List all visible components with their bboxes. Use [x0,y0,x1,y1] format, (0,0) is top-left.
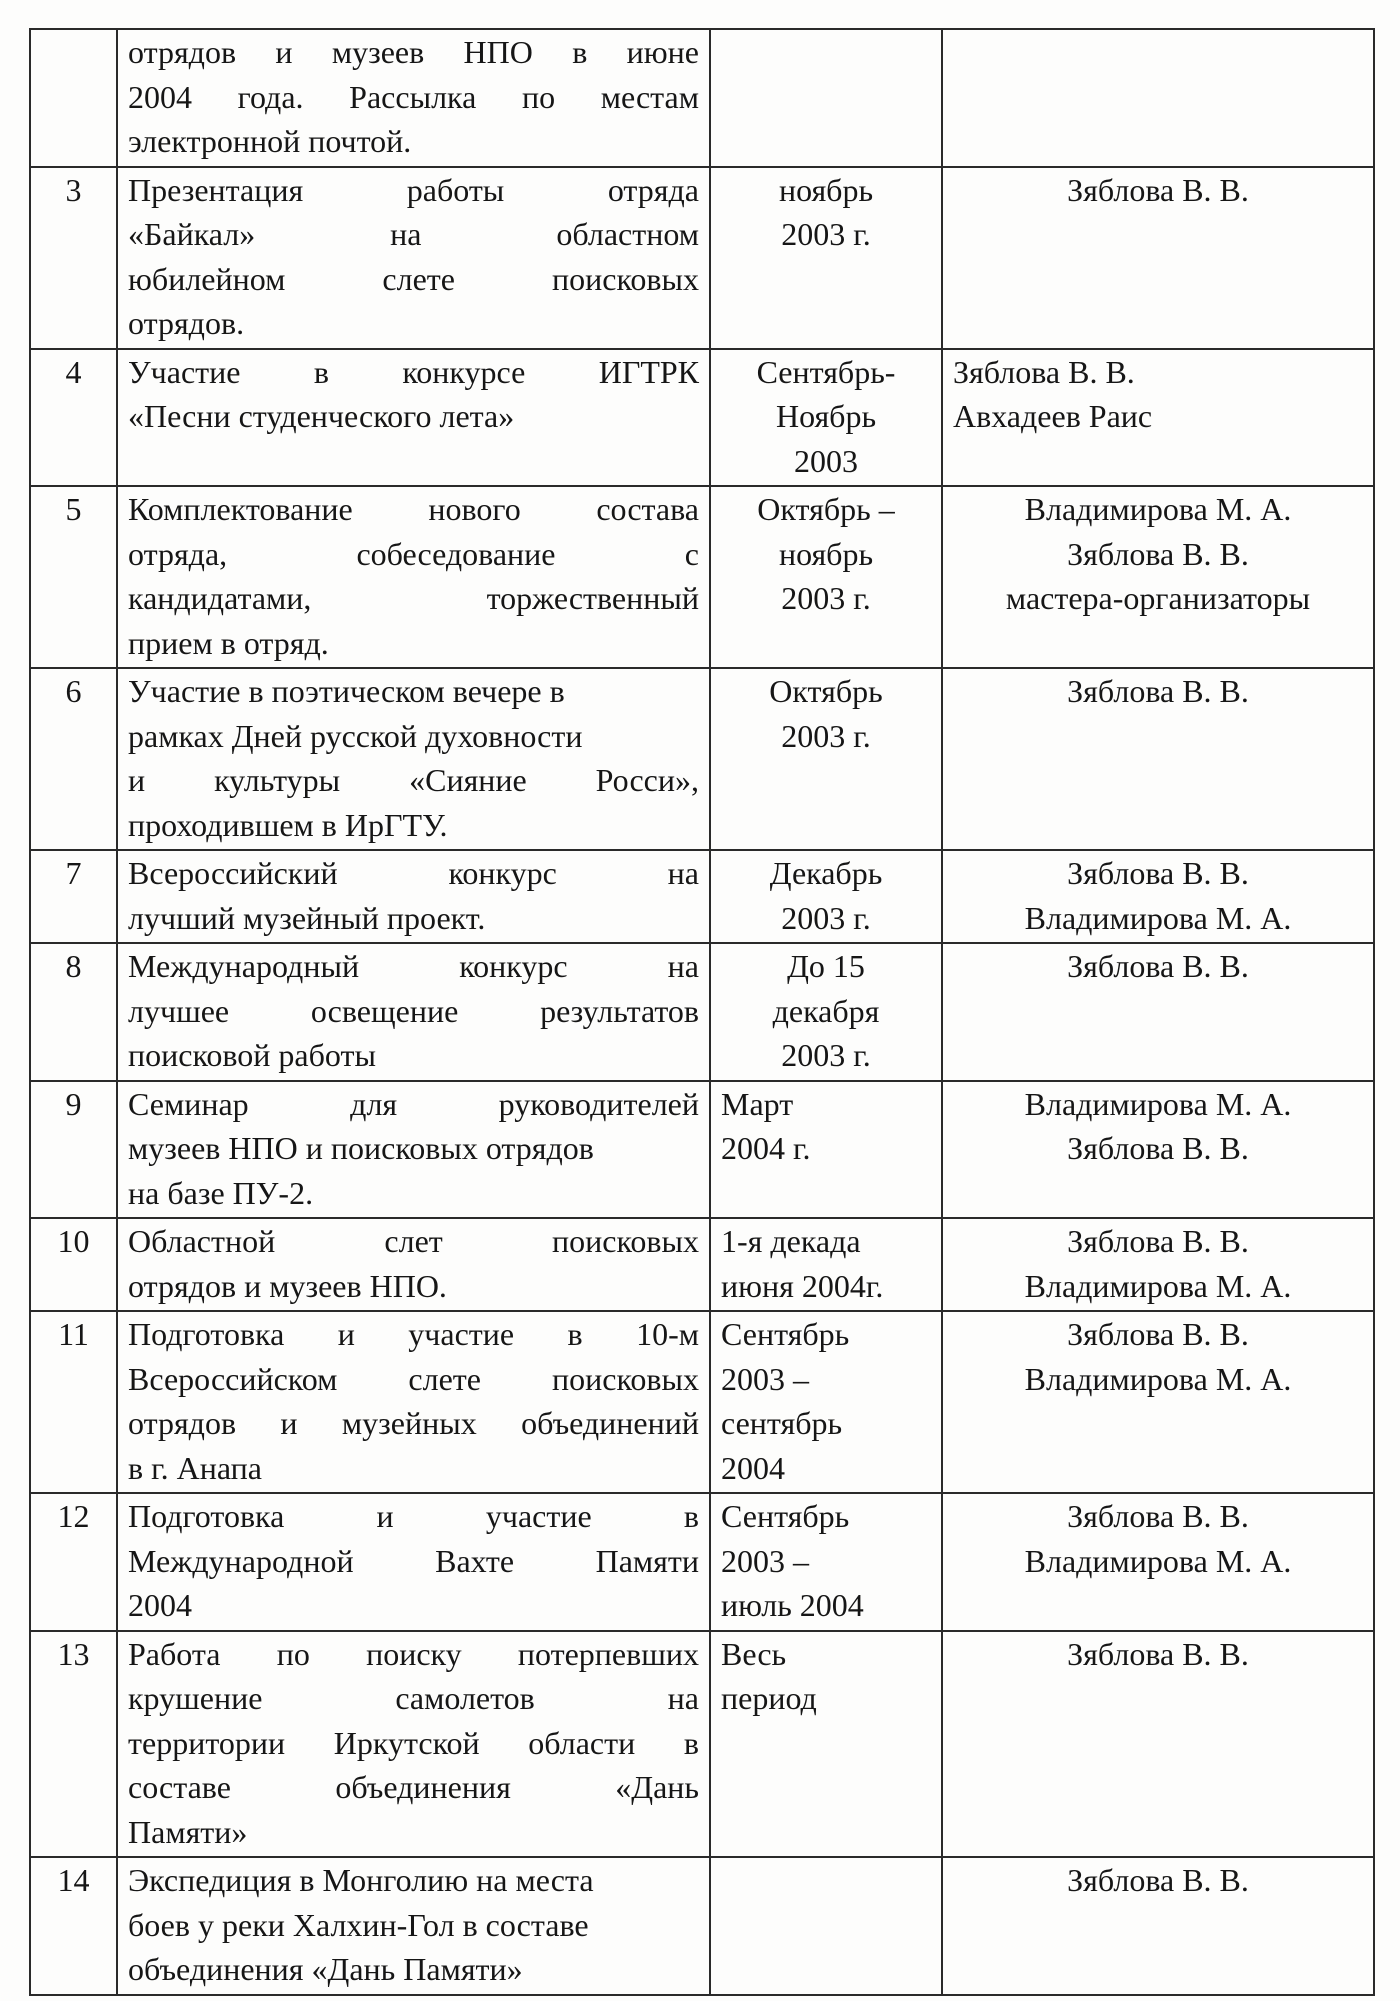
event-description [117,1218,710,1311]
responsible-persons [942,1218,1374,1311]
date-line: 2003 – [721,1542,809,1579]
responsible-persons [942,1631,1374,1858]
responsible-line: Владимирова М. А. [1024,1542,1292,1579]
event-line: музеев НПО и поисковых отрядов [128,1130,594,1166]
responsible-persons [942,1081,1374,1219]
event-line: Подготовка и участие в [128,1498,699,1534]
responsible-persons [942,1493,1374,1631]
event-line: проходившем в ИрГТУ. [128,806,448,843]
event-description [117,943,710,1081]
table-row [30,850,1374,943]
responsible-line: Зяблова В. В. [1067,948,1249,984]
event-date [710,1631,942,1858]
date-line: 2004 г. [721,1130,811,1166]
date-line: Сентябрь- [756,353,896,390]
event-date [710,349,942,487]
event-date [710,167,942,349]
event-line: Семинар для руководителей [128,1085,699,1122]
event-line: Международный конкурс на [128,948,699,984]
event-line: лучшее освещение результатов [128,992,699,1029]
responsible-persons [942,349,1374,487]
event-line: рамках Дней русской духовности [128,717,583,754]
date-line: Сентябрь [721,1498,850,1534]
event-line: Работа по поиску потерпевших [128,1635,699,1672]
date-line: ноябрь [778,535,874,572]
event-line: отрядов и музеев НПО. [128,1267,447,1304]
event-date [710,1218,942,1311]
row-number: 13 [30,1631,117,1858]
row-number: 10 [30,1218,117,1311]
event-line: составе объединения «Дань [128,1769,699,1805]
event-line: Всероссийский конкурс на [128,855,699,891]
responsible-line: Владимирова М. А. [1024,1267,1292,1304]
event-line: Памяти» [128,1813,248,1850]
event-line: в г. Анапа [128,1449,262,1486]
event-line: кандидатами, торжественный [128,580,699,616]
date-line: Ноябрь [775,398,877,434]
responsible-persons [942,167,1374,349]
responsible-persons [942,1857,1374,1995]
event-date [710,943,942,1081]
responsible-line: Владимирова М. А. [1024,1360,1292,1397]
event-description [117,349,710,487]
table-row [30,1631,1374,1858]
responsible-line: Зяблова В. В. [953,353,1135,390]
responsible-line: Зяблова В. В. [1067,535,1249,572]
date-line: Сентябрь [721,1316,850,1352]
responsible-line: Зяблова В. В. [1067,855,1249,891]
event-description [117,1311,710,1493]
row-number: 5 [30,486,117,668]
table-row [30,1081,1374,1219]
event-date [710,1081,942,1219]
event-description [117,1631,710,1858]
event-description [117,668,710,850]
row-number: 3 [30,167,117,349]
date-line: 2003 г. [781,216,871,252]
date-line: 2003 – [721,1360,809,1397]
event-line: «Песни студенческого лета» [128,398,515,434]
event-line: лучший музейный проект. [128,899,486,936]
event-line: поисковой работы [128,1037,376,1073]
event-date [710,486,942,668]
table-row [30,1493,1374,1631]
row-number: 14 [30,1857,117,1995]
event-line: Всероссийском слете поисковых [128,1360,699,1397]
responsible-line: Зяблова В. В. [1067,1316,1249,1352]
event-description [117,29,710,167]
row-number: 11 [30,1311,117,1493]
table-row [30,29,1374,167]
event-line: и культуры «Сияние Росси», [128,762,699,798]
responsible-line: Зяблова В. В. [1067,1498,1249,1534]
row-number: 4 [30,349,117,487]
responsible-persons [942,486,1374,668]
responsible-line: Авхадеев Раис [953,398,1153,434]
row-number: 9 [30,1081,117,1219]
date-line: ноябрь [778,171,874,208]
date-line: Весь [721,1635,787,1672]
event-line: отрядов и музеев НПО в июне [128,34,699,70]
event-line: территории Иркутской области в [128,1724,699,1761]
row-number: 12 [30,1493,117,1631]
row-number: 7 [30,850,117,943]
event-line: электронной почтой. [128,123,412,159]
responsible-line: Зяблова В. В. [1067,1223,1249,1259]
event-date [710,668,942,850]
responsible-line: Зяблова В. В. [1067,673,1249,709]
event-description [117,1857,710,1995]
responsible-line: Владимирова М. А. [1024,491,1292,527]
responsible-line: мастера-организаторы [1005,580,1311,616]
event-line: Экспедиция в Монголию на места [128,1862,594,1898]
row-number: 6 [30,668,117,850]
event-line: боев у реки Халхин-Гол в составе [128,1906,589,1943]
responsible-line: Владимирова М. А. [1024,1085,1292,1122]
table-row [30,1857,1374,1995]
responsible-persons [942,1311,1374,1493]
event-line: объединения «Дань Памяти» [128,1951,523,1987]
table-row [30,486,1374,668]
date-line: Октябрь – [757,491,895,527]
date-line: 2003 г. [781,1037,871,1073]
row-number: 8 [30,943,117,1081]
date-line: 2003 [794,442,858,479]
event-line: 2004 [128,1587,192,1623]
table-row [30,668,1374,850]
date-line: 2004 [721,1449,785,1486]
responsible-line: Владимирова М. А. [1024,899,1292,936]
row-number [30,29,117,167]
event-line: Комплектование нового состава [128,491,699,527]
event-line: отрядов. [128,305,245,341]
event-line: юбилейном слете поисковых [128,260,699,297]
responsible-persons [942,668,1374,850]
event-line: Международной Вахте Памяти [128,1542,699,1579]
events-table-body [30,29,1374,1995]
date-line: июня 2004г. [721,1267,884,1304]
date-line: 2003 г. [781,580,871,616]
event-line: 2004 года. Рассылка по местам [128,78,699,115]
responsible-persons [942,850,1374,943]
table-row [30,349,1374,487]
date-line: До 15 [787,948,865,984]
table-row [30,167,1374,349]
event-description [117,486,710,668]
date-line: Октябрь [769,673,883,709]
table-row [30,1311,1374,1493]
event-date [710,1493,942,1631]
responsible-line: Зяблова В. В. [1067,1635,1249,1672]
responsible-line: Зяблова В. В. [1067,1862,1249,1898]
event-date [710,850,942,943]
event-line: отрядов и музейных объединений [128,1405,699,1441]
table-row [30,1218,1374,1311]
date-line: Декабрь [769,855,883,891]
responsible-line: Зяблова В. В. [1067,1130,1249,1166]
date-line: 2003 г. [781,899,871,936]
date-line: Март [721,1085,794,1122]
event-description [117,1081,710,1219]
event-description [117,850,710,943]
events-table [29,28,1375,1996]
responsible-line: Зяблова В. В. [1067,171,1249,208]
event-line: Участие в конкурсе ИГТРК [128,353,699,390]
date-line: 1-я декада [721,1223,861,1259]
date-line: сентябрь [721,1405,843,1441]
event-line: Презентация работы отряда [128,171,699,208]
date-line: период [721,1680,817,1716]
event-line: отряда, собеседование с [128,535,699,572]
event-line: на базе ПУ-2. [128,1174,314,1211]
date-line: июль 2004 [721,1587,864,1623]
event-date [710,1857,942,1995]
event-line: прием в отряд. [128,624,329,661]
table-row [30,943,1374,1081]
event-line: «Байкал» на областном [128,216,699,252]
event-line: Участие в поэтическом вечере в [128,673,565,709]
event-date [710,1311,942,1493]
event-line: крушение самолетов на [128,1680,699,1716]
event-description [117,1493,710,1631]
responsible-persons [942,29,1374,167]
event-date [710,29,942,167]
event-description [117,167,710,349]
date-line: 2003 г. [781,717,871,754]
event-line: Областной слет поисковых [128,1223,699,1259]
responsible-persons [942,943,1374,1081]
event-line: Подготовка и участие в 10-м [128,1316,699,1352]
date-line: декабря [772,992,880,1029]
